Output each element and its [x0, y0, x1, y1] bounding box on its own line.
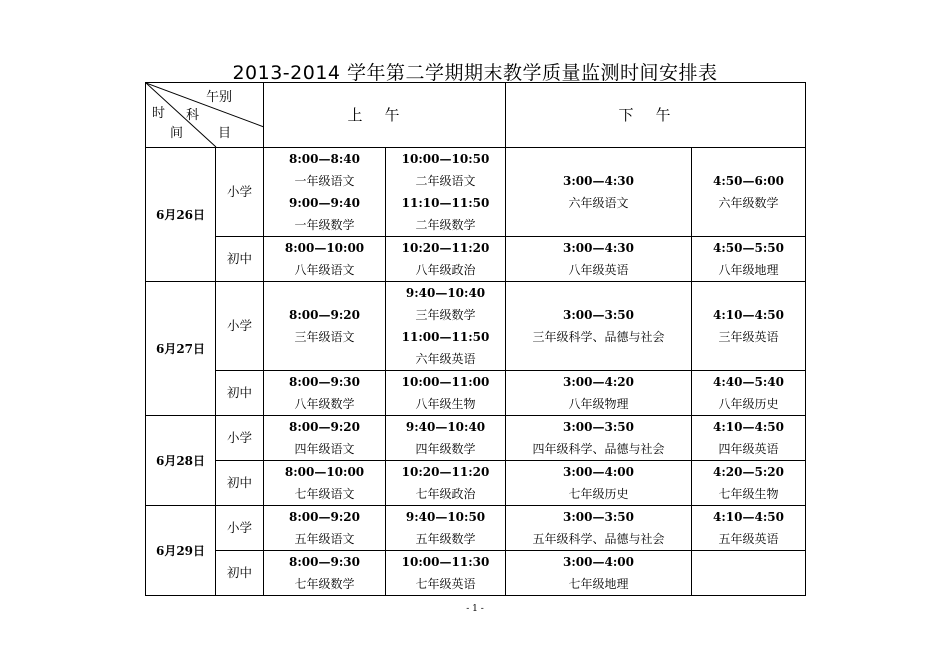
exam-time: 8:00—10:00 [284, 241, 365, 255]
date-cell: 6月27日 [146, 282, 216, 416]
exam-slot-cell [264, 461, 386, 506]
exam-subject: 五年级英语 [718, 532, 779, 546]
exam-time: 4:10—4:50 [713, 308, 784, 322]
exam-time: 4:10—4:50 [713, 510, 784, 524]
exam-slot-cell [506, 282, 692, 371]
exam-schedule-table [145, 82, 806, 596]
exam-time: 8:00—9:30 [289, 375, 360, 389]
school-level-cell: 小学 [216, 148, 264, 237]
exam-time: 8:00—10:00 [284, 465, 365, 479]
exam-slot-cell [264, 282, 386, 371]
exam-time: 10:00—10:50 [401, 152, 490, 166]
exam-slot-cell [386, 237, 506, 282]
exam-time: 8:00—9:20 [289, 308, 360, 322]
date-cell: 6月26日 [146, 148, 216, 282]
exam-time: 3:00—3:50 [563, 510, 634, 524]
exam-subject: 八年级历史 [718, 397, 779, 411]
exam-slot-cell [386, 461, 506, 506]
exam-slot-cell [386, 148, 506, 237]
exam-slot-cell [506, 506, 692, 551]
diag-label-time-bottom: 间 [170, 126, 184, 141]
table-row [146, 551, 806, 596]
exam-subject: 一年级数学 [294, 218, 355, 232]
exam-subject: 三年级英语 [718, 330, 779, 344]
exam-subject: 八年级语文 [294, 263, 355, 277]
exam-time: 3:00—3:50 [563, 308, 634, 322]
exam-slot-cell [264, 551, 386, 596]
exam-subject: 七年级语文 [294, 487, 355, 501]
exam-subject: 七年级英语 [415, 577, 476, 591]
exam-subject: 四年级语文 [294, 442, 355, 456]
exam-time: 10:00—11:00 [401, 375, 490, 389]
page-number: - 1 - [466, 604, 484, 614]
school-level-cell: 初中 [216, 237, 264, 282]
exam-slot-cell [692, 237, 806, 282]
exam-time: 9:40—10:40 [405, 286, 486, 300]
school-level-cell: 初中 [216, 461, 264, 506]
exam-time: 9:40—10:50 [405, 510, 486, 524]
diag-label-subject-bottom: 目 [218, 126, 232, 141]
exam-subject: 七年级地理 [568, 577, 629, 591]
exam-time: 9:00—9:40 [289, 196, 360, 210]
exam-subject: 四年级科学、品德与社会 [532, 442, 665, 456]
exam-slot-cell [506, 416, 692, 461]
exam-time: 3:00—3:50 [563, 420, 634, 434]
exam-subject: 六年级数学 [718, 196, 779, 210]
exam-slot-cell [386, 282, 506, 371]
school-level-cell: 初中 [216, 371, 264, 416]
exam-time: 4:20—5:20 [713, 465, 784, 479]
exam-time: 3:00—4:30 [563, 174, 634, 188]
table-row [146, 237, 806, 282]
school-level-cell: 小学 [216, 282, 264, 371]
exam-subject: 二年级语文 [415, 174, 476, 188]
exam-slot-cell [692, 416, 806, 461]
table-row [146, 148, 806, 237]
afternoon-header: 下午 [506, 83, 806, 148]
table-header-row [146, 83, 806, 148]
exam-subject: 六年级语文 [568, 196, 629, 210]
exam-time: 4:40—5:40 [713, 375, 784, 389]
diag-label-session: 午别 [206, 90, 233, 105]
exam-subject: 七年级政治 [415, 487, 476, 501]
school-level-cell: 初中 [216, 551, 264, 596]
page-title: 2013-2014 学年第二学期期末教学质量监测时间安排表 [232, 62, 718, 84]
exam-subject: 八年级物理 [568, 397, 629, 411]
exam-time: 8:00—9:20 [289, 420, 360, 434]
exam-subject: 八年级数学 [294, 397, 355, 411]
exam-time: 4:50—5:50 [713, 241, 784, 255]
exam-subject: 四年级英语 [718, 442, 779, 456]
exam-slot-cell [506, 237, 692, 282]
diag-label-subject-top: 科 [186, 108, 200, 123]
exam-subject: 七年级数学 [294, 577, 355, 591]
exam-slot-cell [386, 416, 506, 461]
exam-time: 11:10—11:50 [401, 196, 490, 210]
exam-time: 4:10—4:50 [713, 420, 784, 434]
date-cell: 6月28日 [146, 416, 216, 506]
exam-slot-cell [692, 551, 806, 596]
exam-subject: 七年级历史 [568, 487, 629, 501]
exam-subject: 一年级语文 [294, 174, 355, 188]
exam-slot-cell [386, 371, 506, 416]
exam-time: 11:00—11:50 [401, 330, 490, 344]
school-level-cell: 小学 [216, 416, 264, 461]
exam-subject: 二年级数学 [415, 218, 476, 232]
exam-time: 3:00—4:20 [563, 375, 634, 389]
exam-slot-cell [692, 282, 806, 371]
exam-slot-cell [506, 148, 692, 237]
exam-slot-cell [692, 461, 806, 506]
date-cell: 6月29日 [146, 506, 216, 596]
exam-slot-cell [386, 506, 506, 551]
exam-subject: 四年级数学 [415, 442, 476, 456]
table-row [146, 416, 806, 461]
exam-time: 3:00—4:00 [563, 555, 634, 569]
exam-time: 10:20—11:20 [401, 241, 490, 255]
exam-subject: 五年级数学 [415, 532, 476, 546]
exam-subject: 七年级生物 [718, 487, 779, 501]
exam-subject: 六年级英语 [415, 352, 476, 366]
exam-time: 8:00—9:30 [289, 555, 360, 569]
exam-slot-cell [506, 551, 692, 596]
table-row [146, 371, 806, 416]
exam-slot-cell [264, 506, 386, 551]
exam-slot-cell [692, 148, 806, 237]
exam-slot-cell [264, 371, 386, 416]
exam-time: 10:00—11:30 [401, 555, 490, 569]
exam-slot-cell [264, 237, 386, 282]
morning-header: 上午 [264, 83, 506, 148]
exam-subject: 八年级英语 [568, 263, 629, 277]
exam-subject: 三年级数学 [415, 308, 476, 322]
exam-time: 4:50—6:00 [713, 174, 784, 188]
school-level-cell: 小学 [216, 506, 264, 551]
exam-subject: 三年级语文 [294, 330, 355, 344]
diagonal-header-cell [146, 83, 264, 148]
exam-time: 9:40—10:40 [405, 420, 486, 434]
exam-slot-cell [692, 371, 806, 416]
exam-subject: 八年级地理 [718, 263, 779, 277]
table-row [146, 461, 806, 506]
exam-slot-cell [264, 416, 386, 461]
exam-subject: 五年级科学、品德与社会 [532, 532, 665, 546]
exam-subject: 八年级政治 [415, 263, 476, 277]
exam-slot-cell [692, 506, 806, 551]
exam-subject: 三年级科学、品德与社会 [532, 330, 665, 344]
exam-slot-cell [386, 551, 506, 596]
exam-time: 3:00—4:30 [563, 241, 634, 255]
exam-time: 8:00—9:20 [289, 510, 360, 524]
diag-label-time-top: 时 [152, 106, 166, 121]
exam-subject: 五年级语文 [294, 532, 355, 546]
exam-slot-cell [506, 371, 692, 416]
exam-time: 3:00—4:00 [563, 465, 634, 479]
exam-time: 8:00—8:40 [289, 152, 360, 166]
exam-slot-cell [506, 461, 692, 506]
table-row [146, 506, 806, 551]
table-row [146, 282, 806, 371]
exam-slot-cell [264, 148, 386, 237]
exam-time: 10:20—11:20 [401, 465, 490, 479]
exam-subject: 八年级生物 [415, 397, 476, 411]
